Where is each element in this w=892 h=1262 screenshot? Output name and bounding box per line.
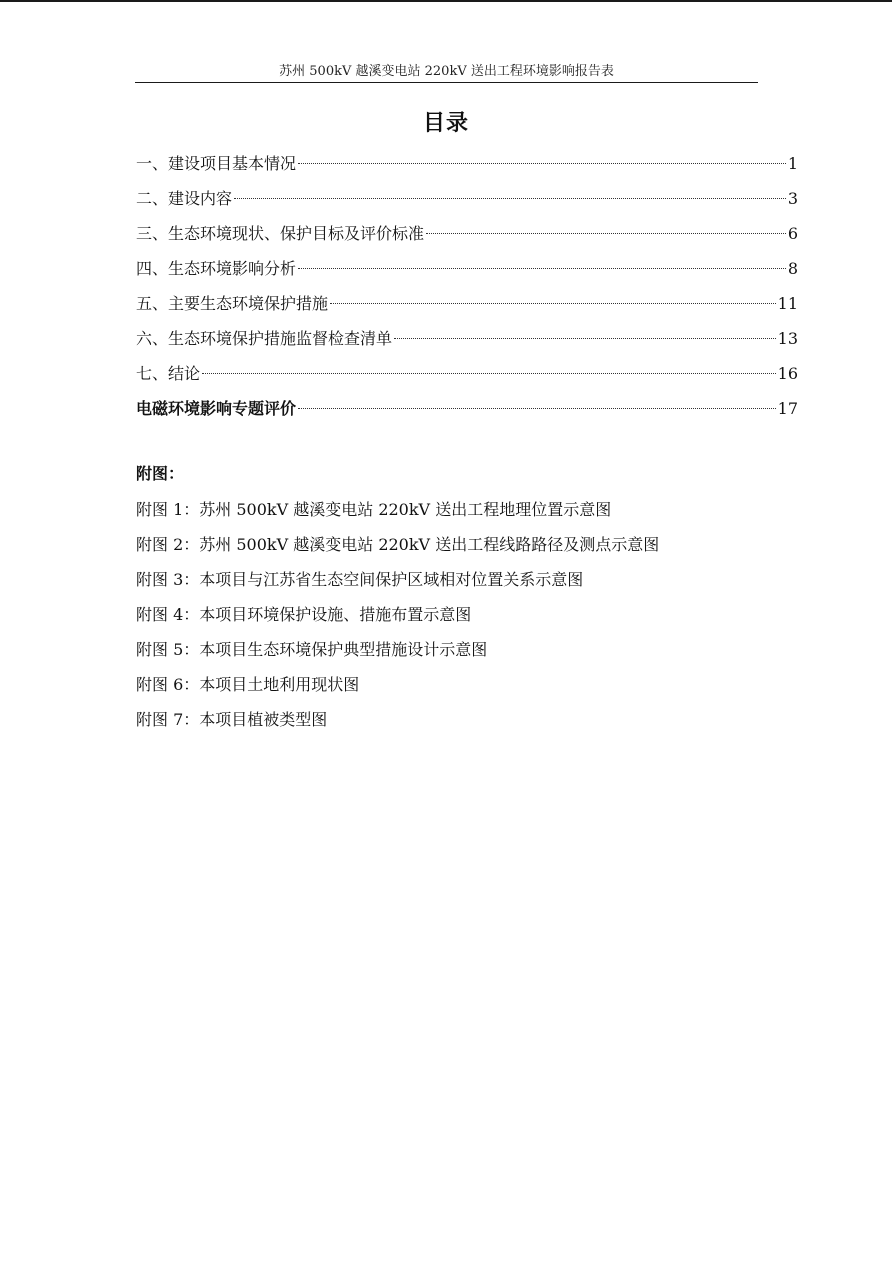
toc-entry-1[interactable] <box>136 152 798 187</box>
toc-dot-leader <box>298 268 786 269</box>
figure-item-7[interactable]: 附图 7：本项目植被类型图 <box>136 710 328 729</box>
toc-title: 目录 <box>422 110 469 136</box>
toc-dot-leader <box>234 198 786 199</box>
toc-entry-page: 6 <box>787 224 798 243</box>
toc-entry-page: 16 <box>777 364 798 383</box>
toc-entry-4[interactable] <box>136 257 798 292</box>
toc-dot-leader <box>394 338 776 339</box>
header-rule <box>135 82 758 83</box>
table-of-contents <box>136 152 798 432</box>
toc-dot-leader <box>298 163 786 164</box>
toc-entry-label: 三、生态环境现状、保护目标及评价标准 <box>136 224 425 243</box>
toc-dot-leader <box>298 408 776 409</box>
toc-entry-page: 13 <box>777 329 798 348</box>
toc-entry-8[interactable] <box>136 397 798 432</box>
toc-entry-6[interactable] <box>136 327 798 362</box>
toc-entry-label: 电磁环境影响专题评价 <box>136 399 297 418</box>
figure-item-2[interactable]: 附图 2：苏州 500kV 越溪变电站 220kV 送出工程线路路径及测点示意图 <box>136 535 660 554</box>
toc-entry-label: 四、生态环境影响分析 <box>136 259 297 278</box>
toc-entry-page: 1 <box>787 154 798 173</box>
figure-item-1[interactable]: 附图 1：苏州 500kV 越溪变电站 220kV 送出工程地理位置示意图 <box>136 500 612 519</box>
figure-item-5[interactable]: 附图 5：本项目生态环境保护典型措施设计示意图 <box>136 640 488 659</box>
toc-dot-leader <box>202 373 776 374</box>
toc-entry-label: 一、建设项目基本情况 <box>136 154 297 173</box>
toc-entry-7[interactable] <box>136 362 798 397</box>
toc-dot-leader <box>426 233 786 234</box>
figures-heading: 附图： <box>136 464 185 483</box>
figure-item-3[interactable]: 附图 3：本项目与江苏省生态空间保护区域相对位置关系示意图 <box>136 570 584 589</box>
page-top-border <box>0 0 892 2</box>
toc-entry-page: 11 <box>777 294 798 313</box>
figure-list <box>136 498 796 743</box>
toc-entry-label: 七、结论 <box>136 364 201 383</box>
figure-item-6[interactable]: 附图 6：本项目土地利用现状图 <box>136 675 360 694</box>
toc-entry-label: 五、主要生态环境保护措施 <box>136 294 329 313</box>
toc-entry-page: 8 <box>787 259 798 278</box>
toc-entry-5[interactable] <box>136 292 798 327</box>
toc-dot-leader <box>330 303 776 304</box>
toc-entry-label: 二、建设内容 <box>136 189 233 208</box>
toc-entry-2[interactable] <box>136 187 798 222</box>
toc-entry-3[interactable] <box>136 222 798 257</box>
figure-item-4[interactable]: 附图 4：本项目环境保护设施、措施布置示意图 <box>136 605 472 624</box>
toc-entry-label: 六、生态环境保护措施监督检查清单 <box>136 329 393 348</box>
toc-entry-page: 17 <box>777 399 798 418</box>
running-header: 苏州 500kV 越溪变电站 220kV 送出工程环境影响报告表 <box>279 64 614 79</box>
toc-entry-page: 3 <box>787 189 798 208</box>
